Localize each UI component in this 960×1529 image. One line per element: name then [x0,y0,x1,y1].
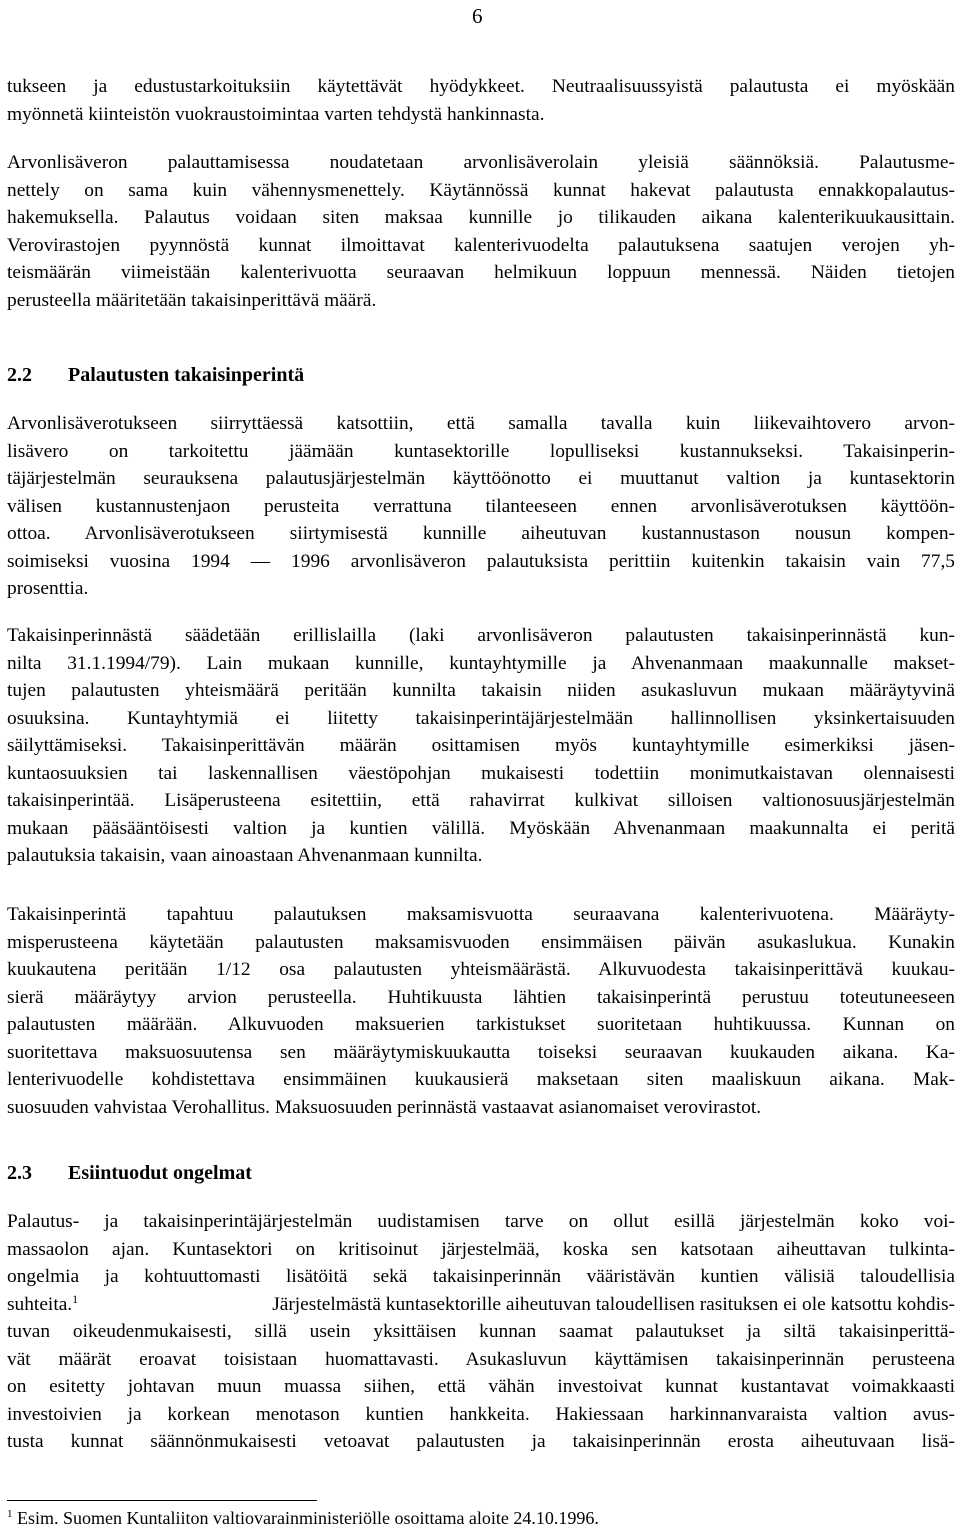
text-line: tuvan oikeudenmukaisesti, sillä usein yksittäisen kunnan saamat palautukset ja siltä takaisinperittä- [7,1321,955,1342]
paragraph-4 [7,622,955,870]
text-line: lisävero on tarkoitettu jäämään kuntasektorille lopulliseksi kustannukseksi. Takaisinperin- [7,440,955,462]
text-line: ottoa. Arvonlisäverotukseen siirtymisestä kunnille aiheutuvan kustannustason nousun kompen- [7,523,955,544]
text-line: ongelmia ja kohtuuttomasti lisätöitä sekä takaisinperinnän vääristävän kuntien välisiä taloudellisia [7,1266,955,1287]
text-line: Palautus- ja takaisinperintäjärjestelmän uudistamisen tarve on ollut esillä järjestelmän koko voi- [7,1211,955,1232]
section-number: 2.3 [7,1162,32,1184]
text-line: massaolon ajan. Kuntasektori on kritisoinut järjestelmää, koska sen katsotaan aiheuttavan tulkinta- [7,1238,955,1260]
text-line: palautuksia takaisin, vaan ainoastaan Ahvenanmaan kunnilta. [7,845,483,866]
text-line: soimiseksi vuosina 1994 — 1996 arvonlisäveron palautuksista perittiin kuitenkin takaisin vain 77,5 [7,550,955,572]
section-heading-2-2 [7,362,304,388]
text-fragment: suhteita.$^1$ [7,1291,79,1315]
footnote-divider [7,1500,317,1501]
text-line: myönnetä kiinteistön vuokraustoimintaa varten tehdystä hankinnasta. [7,103,545,125]
text-line [7,1291,955,1319]
text-line: Arvonlisäverotukseen siirryttäessä katsottiin, että samalla tavalla kuin liikevaihtovero arvon- [7,413,955,434]
text-line: nettely on sama kuin vähennysmenettely. Käytännössä kunnat hakevat palautusta ennakkopalautus- [7,179,955,201]
text-line: vät määrät eroavat toisistaan huomattavasti. Asukasluvun käyttämisen takaisinperinnän perusteena [7,1348,955,1370]
text-line: palautusten määrään. Alkuvuoden maksuerien tarkistukset suoritetaan huhtikuussa. Kunnan on [7,1014,955,1035]
text-line: välisen kustannustenjaon perusteita verrattuna tilanteeseen ennen arvonlisäverotuksen käyttöön- [7,495,955,517]
text-line: säilyttämiseksi. Takaisinperittävän määrän osittamisen myös kuntayhtymille esimerkiksi jäsen- [7,735,955,756]
text-line: misperusteena käytetään palautusten maksamisvuoden ensimmäisen päivän asukaslukua. Kunakin [7,931,955,953]
text-line: kuukautena peritään 1/12 osa palautusten yhteismäärästä. Alkuvuodesta takaisinperittävä kuukau- [7,959,955,980]
section-number: 2.2 [7,364,32,386]
text-line: takaisinperintää. Lisäperusteena esitettiin, että rahavirrat kulkivat silloisen valtionosuusjärjestelmän [7,790,955,811]
paragraph-3 [7,410,955,603]
text-line: on esitetty johtavan muun muassa siihen, että vähän investoivat kunnat kustantavat voimakkaasti [7,1376,955,1397]
section-title: Esiintuodut ongelmat [68,1162,252,1184]
text-line: hakemuksella. Palautus voidaan siten maksaa kunnille jo tilikauden aikana kalenterikuukausittain. [7,207,955,228]
text-line: lenterivuodelle kohdistettava ensimmäinen kuukausierä maksetaan siten maaliskuun aikana. Mak- [7,1069,955,1090]
text-line: tusta kunnat säännönmukaisesti vetoavat palautusten ja takaisinperinnän erosta aiheutuvaan lisä- [7,1431,955,1452]
page-number: 6 [472,4,483,28]
text-line: tujen palautusten yhteismäärä peritään kunnilta takaisin niiden asukasluvun mukaan määräytyvinä [7,680,955,701]
text-line: perusteella määritetään takaisinperittävä määrä. [7,289,377,311]
text-line: Arvonlisäveron palauttamisessa noudatetaan arvonlisäverolain yleisiä säännöksiä. Palautusme- [7,152,955,173]
text-line: osuuksina. Kuntayhtymiä ei liitetty takaisinperintäjärjestelmään hallinnollisen yksinkertaisuuden [7,707,955,729]
paragraph-2 [7,149,955,314]
section-heading-2-3 [7,1160,252,1186]
text-line: nilta 31.1.1994/79). Lain mukaan kunnille, kuntayhtymille ja Ahvenanmaan maakunnalle makset- [7,652,955,674]
text-line: investoivien ja korkean menotason kuntien hankkeita. Hakiessaan harkinnanvaraista valtion avus- [7,1403,955,1425]
footnote-marker: 1 [7,1508,13,1520]
footnote-text: Esim. Suomen Kuntaliiton valtiovarainministeriölle osoittama aloite 24.10.1996. [17,1508,599,1528]
text-line: täjärjestelmän seurauksena palautusjärjestelmän käyttöönotto ei muuttanut valtion ja kuntasektorin [7,468,955,489]
text-line: Takaisinperinnästä säädetään erillislailla (laki arvonlisäveron palautusten takaisinperinnästä kun- [7,625,955,646]
section-title: Palautusten takaisinperintä [68,364,305,386]
paragraph-6 [7,1208,955,1456]
text-line: mukaan pääsääntöisesti valtion ja kuntien välillä. Myöskään Ahvenanmaan maakunnalta ei peritä [7,817,955,839]
text-line: teismäärän viimeistään kalenterivuotta seuraavan helmikuun loppuun mennessä. Näiden tietojen [7,262,955,283]
paragraph-5 [7,901,955,1121]
text-line: sierä määräytyy arvion perusteella. Huhtikuusta lähtien takaisinperintä perustuu toteutuneeseen [7,986,955,1008]
text-line: tukseen ja edustustarkoituksiin käytettävät hyödykkeet. Neutraalisuussyistä palautusta ei myöskään [7,76,955,97]
text-line: kuntaosuuksien tai laskennallisen väestöpohjan mukaisesti todettiin monimutkaistavan olennaisesti [7,762,955,784]
footnote [7,1508,599,1529]
paragraph-1 [7,73,955,128]
text-line: Takaisinperintä tapahtuu palautuksen maksamisvuotta seuraavana kalenterivuotena. Määräyty- [7,904,955,925]
text-line: suoritettava maksuosuutensa sen määräytymiskuukautta toiseksi seuraavan kuukauden aikana. Ka- [7,1041,955,1063]
text-line: prosenttia. [7,578,89,599]
footnote-reference: 1 [72,1291,79,1306]
text-line: suosuuden vahvistaa Verohallitus. Maksuosuuden perinnästä vastaavat asianomaiset verovirastot. [7,1096,762,1118]
text-fragment: Järjestelmästä kuntasektorille aiheutuvan taloudellisen rasituksen ei ole katsottu kohdis- [272,1293,955,1315]
text-line: Verovirastojen pyynnöstä kunnat ilmoittavat kalenterivuodelta palautuksena saatujen verojen yh- [7,234,955,256]
